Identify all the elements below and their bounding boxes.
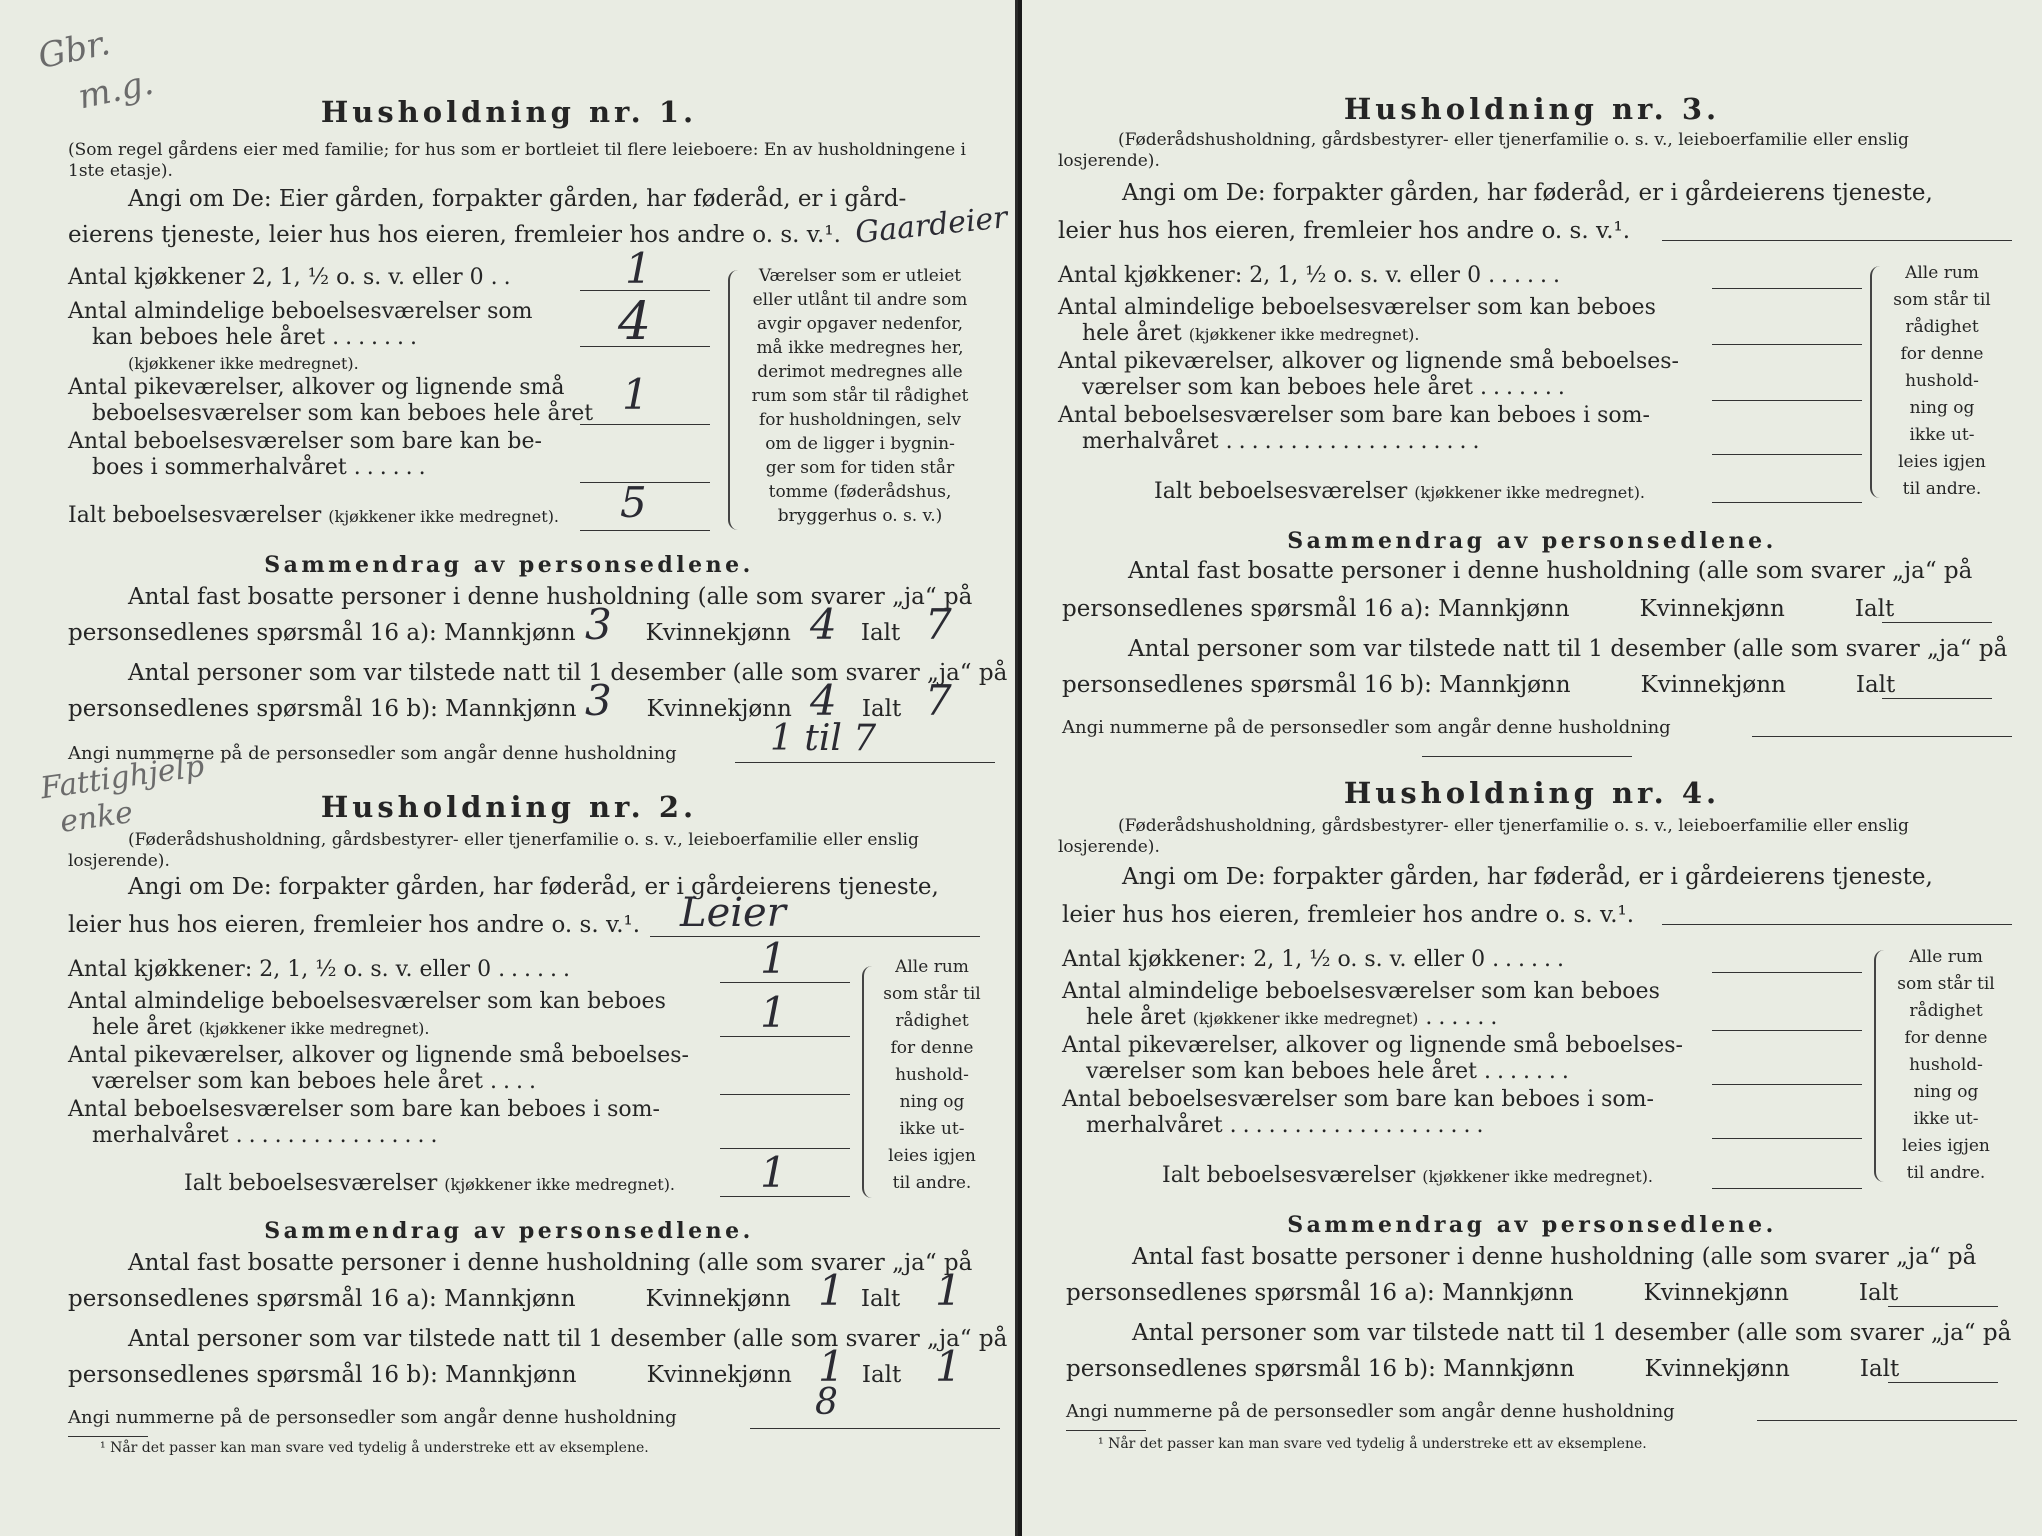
household-2-16a-female: 1 xyxy=(818,1266,845,1315)
household-3-summary-b-line-2: personsedlenes spørsmål 16 b): Mannkjønn Kvinnekjønn Ialt xyxy=(1062,672,1896,698)
household-2-angi-line-2: leier hus hos eieren, fremleier hos andre o. s. v.¹. xyxy=(68,912,641,938)
household-2-kitchens-label: Antal kjøkkener: 2, 1, ½ o. s. v. eller 0 ...... xyxy=(68,957,577,982)
pencil-note-top-2: m.g. xyxy=(74,62,157,118)
household-1-summary-a-line-2: personsedlenes spørsmål 16 a): Mannkjønn Kvinnekjønn Ialt xyxy=(68,620,901,646)
household-1-rooms-label-1: Antal almindelige beboelsesværelser som xyxy=(68,299,533,324)
household-4-summer-rooms-label-1: Antal beboelsesværelser som bare kan beboes i som- xyxy=(1062,1087,1654,1112)
household-2-total-label: Ialt beboelsesværelser (kjøkkener ikke medregnet). xyxy=(184,1171,676,1196)
household-3-small-rooms-label-2: værelser som kan beboes hele året ....... xyxy=(1082,375,1571,400)
household-4-summary-a-line-1: Antal fast bosatte personer i denne husholdning (alle som svarer „ja“ på xyxy=(1132,1244,1977,1270)
household-1-16a-female: 4 xyxy=(810,600,837,649)
household-2-16b-female: 1 xyxy=(818,1342,845,1391)
household-1-numbers-label: Angi nummerne på de personsedler som angår denne husholdning xyxy=(68,743,677,764)
household-1-kitchens-value: 1 xyxy=(625,244,652,293)
household-4-small-rooms-label-2: værelser som kan beboes hele året ....... xyxy=(1086,1059,1575,1084)
household-1-summary-b-line-1: Antal personer som var tilstede natt til 1 desember (alle som svarer „ja“ på xyxy=(128,660,1008,686)
household-2-16b-total: 1 xyxy=(935,1342,962,1391)
household-1-summer-rooms-label-1: Antal beboelsesværelser som bare kan be- xyxy=(68,429,542,454)
household-4-rooms-label-2: hele året (kjøkkener ikke medregnet) ...... xyxy=(1086,1005,1504,1030)
right-page xyxy=(1022,0,2042,1536)
household-3-numbers-label: Angi nummerne på de personsedler som angår denne husholdning xyxy=(1062,717,1671,738)
household-3-angi-line-1: Angi om De: forpakter gården, har føderåd, er i gårdeierens tjeneste, xyxy=(1122,180,1933,206)
household-1-note: (Som regel gårdens eier med familie; for hus som er bortleiet til flere leieboere: En av husholdningene i 1ste etasje). xyxy=(68,140,966,181)
left-footnote: ¹ Når det passer kan man svare ved tydelig å understreke ett av eksemplene. xyxy=(100,1440,649,1456)
household-1-summer-rooms-label-2: boes i sommerhalvåret ...... xyxy=(92,455,432,480)
household-2-summary-b-line-2: personsedlenes spørsmål 16 b): Mannkjønn Kvinnekjønn Ialt xyxy=(68,1362,902,1388)
household-2-side-note: Alle rum som står til rådighet for denne hushold- ning og ikke ut- leies igjen til andre. xyxy=(883,957,981,1193)
household-3-summer-rooms-label-2: merhalvåret .................... xyxy=(1082,429,1486,454)
household-3-summary-title: Sammendrag av personsedlene. xyxy=(1287,528,1777,554)
pencil-note-mid-1: Fattighjelp xyxy=(38,748,207,807)
household-1-summary-title: Sammendrag av personsedlene. xyxy=(264,552,754,578)
household-3-summary-b-line-1: Antal personer som var tilstede natt til 1 desember (alle som svarer „ja“ på xyxy=(1128,636,2008,662)
household-2-rooms-label-1: Antal almindelige beboelsesværelser som kan beboes xyxy=(68,989,666,1014)
household-3-kitchens-label: Antal kjøkkener: 2, 1, ½ o. s. v. eller 0 ...... xyxy=(1058,263,1567,288)
household-4-title: Husholdning nr. 4. xyxy=(1343,776,1721,810)
household-4-summary-b-line-1: Antal personer som var tilstede natt til 1 desember (alle som svarer „ja“ på xyxy=(1132,1320,2012,1346)
household-2-summer-rooms-label-1: Antal beboelsesværelser som bare kan beboes i som- xyxy=(68,1097,660,1122)
household-2-numbers-value: 8 xyxy=(815,1382,838,1423)
household-3-total-label: Ialt beboelsesværelser (kjøkkener ikke medregnet). xyxy=(1154,479,1646,504)
household-2-numbers-label: Angi nummerne på de personsedler som angår denne husholdning xyxy=(68,1407,677,1428)
household-2-16a-total: 1 xyxy=(935,1266,962,1315)
household-3-side-note: Alle rum som står til rådighet for denne hushold- ning og ikke ut- leies igjen til andre. xyxy=(1893,263,1991,499)
household-4-total-label: Ialt beboelsesværelser (kjøkkener ikke medregnet). xyxy=(1162,1163,1654,1188)
household-1-summary-b-line-2: personsedlenes spørsmål 16 b): Mannkjønn Kvinnekjønn Ialt xyxy=(68,696,902,722)
household-1-angi-answer: Gaardeier xyxy=(853,200,1010,251)
household-4-angi-line-1: Angi om De: forpakter gården, har føderåd, er i gårdeierens tjeneste, xyxy=(1122,864,1933,890)
household-4-summary-b-line-2: personsedlenes spørsmål 16 b): Mannkjønn Kvinnekjønn Ialt xyxy=(1066,1356,1900,1382)
household-1-numbers-value: 1 til 7 xyxy=(770,718,877,759)
household-3-summer-rooms-label-1: Antal beboelsesværelser som bare kan beboes i som- xyxy=(1058,403,1650,428)
household-3-title: Husholdning nr. 3. xyxy=(1343,92,1721,126)
household-1-small-rooms-value: 1 xyxy=(622,370,649,419)
household-1-16a-total: 7 xyxy=(925,600,952,649)
household-4-angi-line-2: leier hus hos eieren, fremleier hos andre o. s. v.¹. xyxy=(1062,902,1635,928)
household-2-kitchens-value: 1 xyxy=(760,934,787,983)
left-page xyxy=(0,0,1018,1536)
household-1-angi-line-2: eierens tjeneste, leier hus hos eieren, fremleier hos andre o. s. v.¹. xyxy=(68,222,841,248)
pencil-note-top-1: Gbr. xyxy=(34,22,114,78)
household-2-rooms-label-2: hele året (kjøkkener ikke medregnet). xyxy=(92,1015,430,1040)
household-1-16b-total: 7 xyxy=(925,676,952,725)
household-2-summer-rooms-label-2: merhalvåret ................ xyxy=(92,1123,444,1148)
household-2-summary-b-line-1: Antal personer som var tilstede natt til 1 desember (alle som svarer „ja“ på xyxy=(128,1326,1008,1352)
household-3-angi-line-2: leier hus hos eieren, fremleier hos andre o. s. v.¹. xyxy=(1058,218,1631,244)
household-4-numbers-label: Angi nummerne på de personsedler som angår denne husholdning xyxy=(1066,1401,1675,1422)
household-3-summary-a-line-1: Antal fast bosatte personer i denne husholdning (alle som svarer „ja“ på xyxy=(1128,558,1973,584)
household-4-side-note: Alle rum som står til rådighet for denne hushold- ning og ikke ut- leies igjen til andre. xyxy=(1897,947,1995,1183)
household-4-small-rooms-label-1: Antal pikeværelser, alkover og lignende små beboelses- xyxy=(1062,1033,1683,1058)
right-footnote: ¹ Når det passer kan man svare ved tydelig å understreke ett av eksemplene. xyxy=(1098,1436,1647,1452)
household-1-rooms-note: (kjøkkener ikke medregnet). xyxy=(128,354,359,373)
household-1-kitchens-label: Antal kjøkkener 2, 1, ½ o. s. v. eller 0 .. xyxy=(68,265,517,290)
pencil-note-mid-2: enke xyxy=(57,795,136,840)
household-1-rooms-label-2: kan beboes hele året ....... xyxy=(92,325,424,350)
household-1-side-note: Værelser som er utleiet eller utlånt til andre som avgir opgaver nedenfor, må ikke medregnes her, derimot medregnes alle rum som står til rådighet for husholdningen, selv om de ligger i bygnin- ger som for tiden står tomme (føderådshus, bryggerhus o. s. v.) xyxy=(751,266,969,526)
household-1-angi-line-1: Angi om De: Eier gården, forpakter gården, har føderåd, er i gård- xyxy=(128,186,907,212)
household-3-note: (Føderådshusholdning, gårdsbestyrer- eller tjenerfamilie o. s. v., leieboerfamilie eller enslig losjerende). xyxy=(1058,130,1909,171)
household-3-summary-a-line-2: personsedlenes spørsmål 16 a): Mannkjønn Kvinnekjønn Ialt xyxy=(1062,596,1895,622)
household-2-summary-a-line-1: Antal fast bosatte personer i denne husholdning (alle som svarer „ja“ på xyxy=(128,1250,973,1276)
household-3-rooms-label-1: Antal almindelige beboelsesværelser som kan beboes xyxy=(1058,295,1656,320)
household-2-small-rooms-label-1: Antal pikeværelser, alkover og lignende små beboelses- xyxy=(68,1043,689,1068)
household-1-total-label: Ialt beboelsesværelser (kjøkkener ikke medregnet). xyxy=(68,503,560,528)
household-1-total-value: 5 xyxy=(620,478,647,527)
household-2-summary-title: Sammendrag av personsedlene. xyxy=(264,1218,754,1244)
household-4-note: (Føderådshusholdning, gårdsbestyrer- eller tjenerfamilie o. s. v., leieboerfamilie eller enslig losjerende). xyxy=(1058,816,1909,857)
household-4-rooms-label-1: Antal almindelige beboelsesværelser som kan beboes xyxy=(1062,979,1660,1004)
household-1-16b-female: 4 xyxy=(810,676,837,725)
household-4-kitchens-label: Antal kjøkkener: 2, 1, ½ o. s. v. eller 0 ...... xyxy=(1062,947,1571,972)
household-2-small-rooms-label-2: værelser som kan beboes hele året .... xyxy=(92,1069,542,1094)
household-2-summary-a-line-2: personsedlenes spørsmål 16 a): Mannkjønn Kvinnekjønn Ialt xyxy=(68,1286,901,1312)
household-2-angi-answer: Leier xyxy=(680,890,786,936)
household-1-small-rooms-label-1: Antal pikeværelser, alkover og lignende små xyxy=(68,375,565,400)
household-2-angi-line-1: Angi om De: forpakter gården, har føderåd, er i gårdeierens tjeneste, xyxy=(128,874,939,900)
household-3-small-rooms-label-1: Antal pikeværelser, alkover og lignende små beboelses- xyxy=(1058,349,1679,374)
household-3-rooms-label-2: hele året (kjøkkener ikke medregnet). xyxy=(1082,321,1420,346)
household-2-title: Husholdning nr. 2. xyxy=(320,790,698,824)
household-2-rooms-value: 1 xyxy=(760,988,787,1037)
household-1-16a-male: 3 xyxy=(585,600,612,649)
household-2-note: (Føderådshusholdning, gårdsbestyrer- eller tjenerfamilie o. s. v., leieboerfamilie eller enslig losjerende). xyxy=(68,830,919,871)
household-1-summary-a-line-1: Antal fast bosatte personer i denne husholdning (alle som svarer „ja“ på xyxy=(128,584,973,610)
household-1-small-rooms-label-2: beboelsesværelser som kan beboes hele året xyxy=(92,401,594,426)
household-1-16b-male: 3 xyxy=(585,676,612,725)
household-1-rooms-value: 4 xyxy=(618,292,652,352)
household-4-summer-rooms-label-2: merhalvåret .................... xyxy=(1086,1113,1490,1138)
household-2-total-value: 1 xyxy=(760,1148,787,1197)
household-4-summary-title: Sammendrag av personsedlene. xyxy=(1287,1212,1777,1238)
household-4-summary-a-line-2: personsedlenes spørsmål 16 a): Mannkjønn Kvinnekjønn Ialt xyxy=(1066,1280,1899,1306)
household-1-title: Husholdning nr. 1. xyxy=(320,95,698,129)
